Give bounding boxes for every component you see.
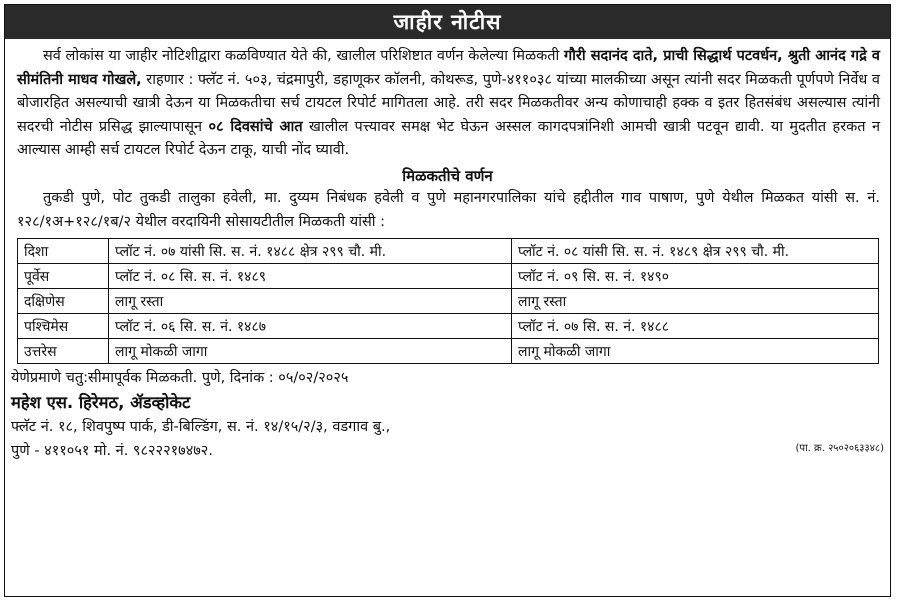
table-cell: प्लॉट नं. ०७ यांसी सि. स. नं. १४८८ क्षेत्र २९९ चौ. मी. bbox=[109, 239, 512, 264]
deadline-text: ०८ दिवसांचे आत bbox=[208, 118, 303, 135]
table-cell: दिशा bbox=[18, 239, 109, 264]
owner-names: गौरी सदानंद दाते, प्राची सिद्धार्थ पटवर्धन, श्रुती आनंद गद्रे व सीमंतिनी माधव गोखले, bbox=[17, 48, 880, 88]
table-cell: लागू मोकळी जागा bbox=[109, 339, 512, 364]
table-cell: प्लॉट नं. ०८ सि. स. नं. १४८९ bbox=[109, 264, 512, 289]
table-row bbox=[18, 314, 879, 339]
body-part1: सर्व लोकांस या जाहीर नोटिशीद्वारा कळविण्यात येते की, खालील परिशिष्टात वर्णन केलेल्या मिळकती bbox=[43, 48, 564, 64]
table-cell: पूर्वेस bbox=[18, 264, 109, 289]
address-line-2: पुणे - ४११०५१ मो. नं. ९८२२२१७४७२. bbox=[11, 443, 213, 460]
table-row bbox=[18, 239, 879, 264]
table-cell: प्लॉट नं. ०७ सि. स. नं. १४८८ bbox=[512, 314, 879, 339]
notice-paragraph bbox=[17, 45, 880, 163]
notice-body bbox=[5, 39, 890, 163]
table-cell: प्लॉट नं. ०६ सि. स. नं. १४८७ bbox=[109, 314, 512, 339]
table-cell: लागू रस्ता bbox=[109, 289, 512, 314]
table-cell: लागू मोकळी जागा bbox=[512, 339, 879, 364]
closing-line: येणेप्रमाणे चतु:सीमापूर्वक मिळकती. पुणे, दिनांक : ०५/०२/२०२५ bbox=[11, 370, 349, 387]
reference-code: (पा. क्र. २५०२०६३३४८) bbox=[795, 443, 884, 455]
description-text-block bbox=[5, 187, 890, 234]
table-cell: दक्षिणेस bbox=[18, 289, 109, 314]
boundary-table bbox=[17, 238, 879, 364]
table-cell: प्लॉट नं. ०९ सि. स. नं. १४९० bbox=[512, 264, 879, 289]
table-row bbox=[18, 339, 879, 364]
table-cell: उत्तरेस bbox=[18, 339, 109, 364]
table-row bbox=[18, 289, 879, 314]
body-part2: राहणार : फ्लॅट नं. ५०३, चंद्रमापुरी, डहाणूकर कॉलनी, कोथरूड, पुणे-४११०३८ यांच्या मालकीच्या असून त्यांनी सदर मिळकती पूर्णपणे निर्वेध व बोजारहित असल्याची खात्री देऊन या मिळकतीचा सर्च टायटल रिपोर्ट मागितला आहे. तरी सदर मिळकतीवर अन्य कोणाचाही हक्क व इतर हितसंबंध असल्यास त्यांनी सदरची नोटीस प्रसिद्ध झाल्यापासून bbox=[17, 71, 880, 135]
table-cell: लागू रस्ता bbox=[512, 289, 879, 314]
table-cell: पश्चिमेस bbox=[18, 314, 109, 339]
notice-footer bbox=[5, 364, 890, 463]
body-part3: खालील पत्त्यावर समक्ष भेट घेऊन अस्सल कागदपत्रांनिशी आमची खात्री पटवून द्यावी. या मुदतीत हरकत न आल्यास आम्ही सर्च टायटल रिपोर्ट देऊन टाकू, याची नोंद घ्यावी. bbox=[17, 118, 880, 159]
description-heading: मिळकतीचे वर्णन bbox=[402, 166, 493, 185]
public-notice bbox=[4, 4, 891, 597]
table-row bbox=[18, 264, 879, 289]
address-line-1: फ्लॅट नं. १८, शिवपुष्प पार्क, डी-बिल्डिंग, स. नं. १४/१५/२/३, वडगाव बु., bbox=[11, 419, 391, 436]
description-text: तुकडी पुणे, पोट तुकडी तालुका हवेली, मा. दुय्यम निबंधक हवेली व पुणे महानगरपालिका यांचे हद्दीतील गाव पाषाण, पुणे येथील मिळकत यांसी स. नं. १२८/१अ+१२८/१ब/२ येथील वरदायिनी सोसायटीतील मिळकती यांसी : bbox=[17, 189, 880, 230]
table-cell: प्लॉट नं. ०८ यांसी सि. स. नं. १४८९ क्षेत्र २९९ चौ. मी. bbox=[512, 239, 879, 264]
notice-title: जाहीर नोटीस bbox=[5, 5, 890, 39]
advocate-name: महेश एस. हिरेमठ, ॲडव्होकेट bbox=[11, 393, 191, 413]
